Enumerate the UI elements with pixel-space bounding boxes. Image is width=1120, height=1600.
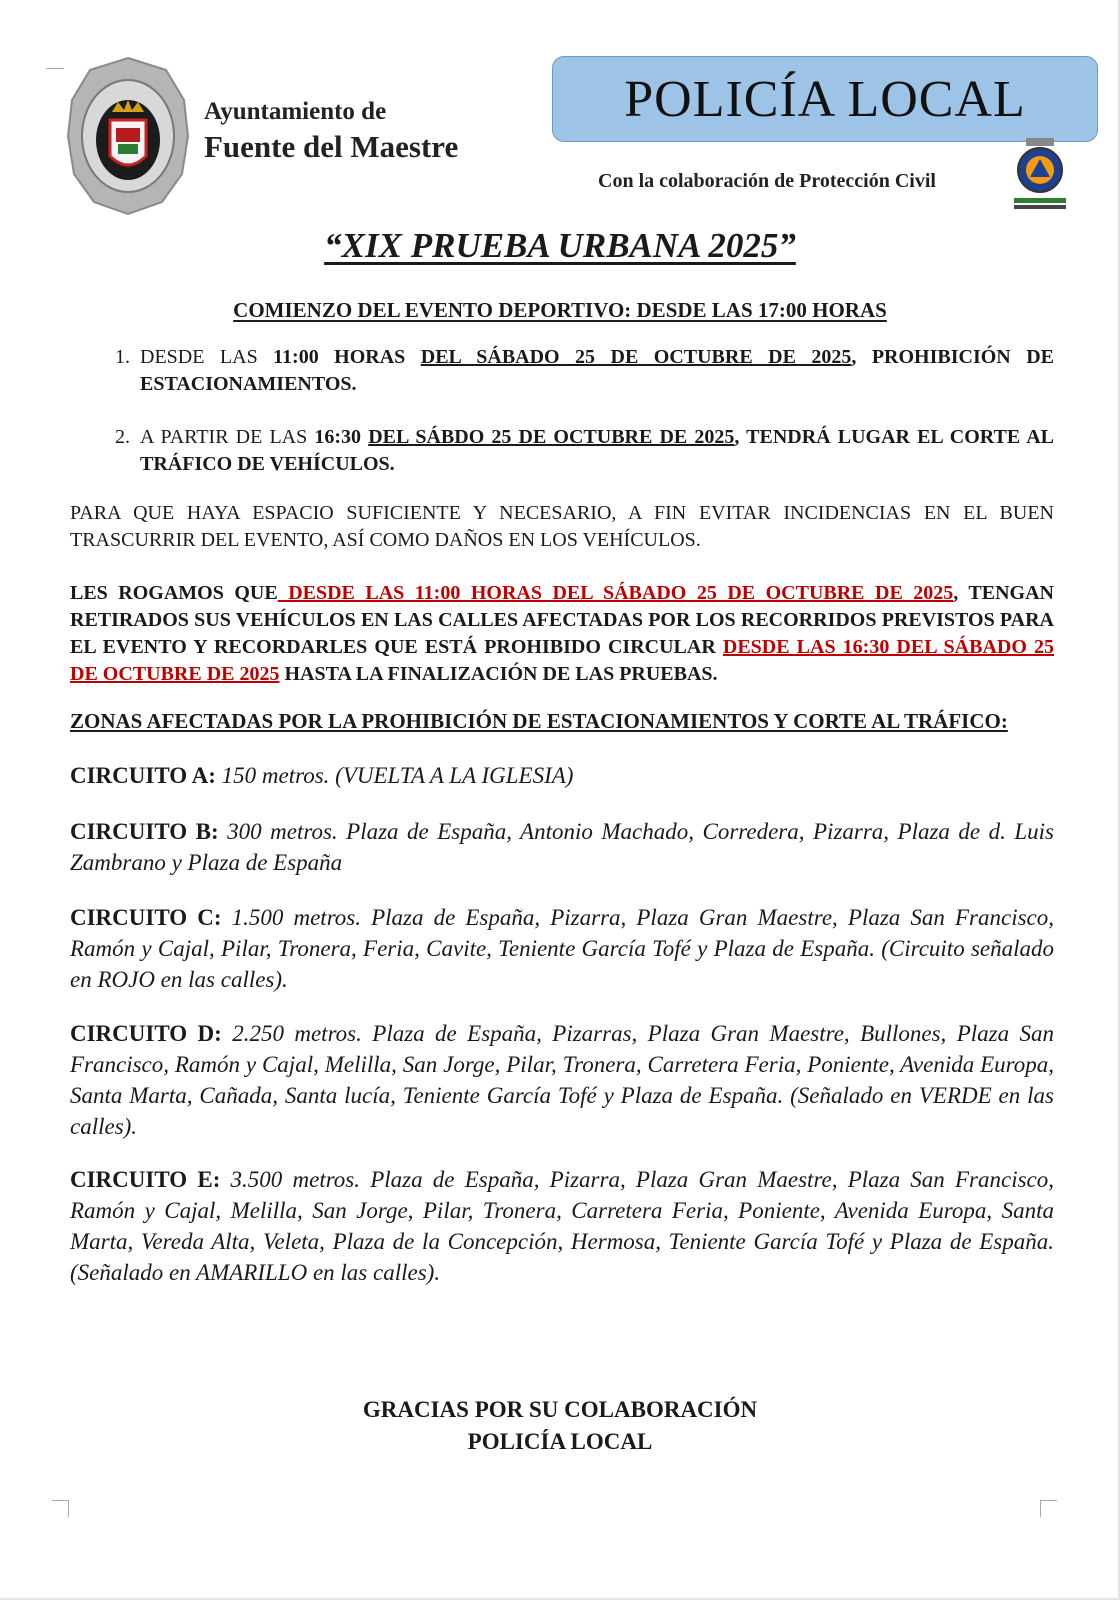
circuit-b: CIRCUITO B: 300 metros. Plaza de España, Antonio Machado, Corredera, Pizarra, Plaza de d. Luis Zambrano y Plaza de España bbox=[70, 819, 1054, 875]
thanks-line: GRACIAS POR SU COLABORACIÓN bbox=[362, 1397, 758, 1422]
list-item-text: DESDE LAS 11:00 HORAS DEL SÁBADO 25 DE OCTUBRE DE 2025, PROHIBICIÓN DE ESTACIONAMIENTOS. bbox=[140, 346, 1054, 395]
request-paragraph: LES ROGAMOS QUE DESDE LAS 11:00 HORAS DEL SÁBADO 25 DE OCTUBRE DE 2025, TENGAN RETIRADOS SUS VEHÍCULOS EN LAS CALLES AFECTADAS POR LOS RECORRIDOS PREVISTOS PARA EL EVENTO Y RECORDARLES QUE ESTÁ PROHIBIDO CIRCULAR DESDE LAS 16:30 DEL SÁBADO 25 DE OCTUBRE DE 2025 HASTA LA FINALIZACIÓN DE LAS PRUEBAS. bbox=[70, 582, 1055, 685]
event-title: “XIX PRUEBA URBANA 2025” bbox=[324, 226, 796, 265]
municipality-line2: Fuente del Maestre bbox=[204, 129, 459, 164]
signature-line: POLICÍA LOCAL bbox=[467, 1429, 653, 1454]
list-item-text: A PARTIR DE LAS 16:30 DEL SÁBDO 25 DE OCTUBRE DE 2025, TENDRÁ LUGAR EL CORTE AL TRÁFICO DE VEHÍCULOS. bbox=[140, 426, 1055, 475]
police-title-box bbox=[552, 56, 1098, 142]
page-corner-mark bbox=[1040, 1500, 1057, 1517]
collaboration-note: Con la colaboración de Protección Civil bbox=[598, 170, 936, 192]
page-corner-mark bbox=[52, 1500, 69, 1517]
zones-heading: ZONAS AFECTADAS POR LA PROHIBICIÓN DE ESTACIONAMIENTOS Y CORTE AL TRÁFICO: bbox=[70, 709, 1008, 733]
municipality-name bbox=[204, 96, 458, 166]
list-item bbox=[70, 344, 1054, 398]
list-item-number: 2. bbox=[115, 426, 130, 448]
circuit-a: CIRCUITO A: 150 metros. (VUELTA A LA IGLESIA) bbox=[70, 763, 574, 788]
event-start-time: COMIENZO DEL EVENTO DEPORTIVO: DESDE LAS 17:00 HORAS bbox=[233, 298, 887, 322]
circuit-c: CIRCUITO C: 1.500 metros. Plaza de España, Pizarra, Plaza Gran Maestre, Plaza San Francisco, Ramón y Cajal, Pilar, Tronera, Feria, Cavite, Teniente García Tofé y Plaza de España. (Circuito señalado en ROJO en las calles). bbox=[70, 905, 1054, 992]
proteccion-civil-logo bbox=[1010, 138, 1070, 216]
circuit-e: CIRCUITO E: 3.500 metros. Plaza de España, Pizarra, Plaza Gran Maestre, Plaza San Francisco, Ramón y Cajal, Melilla, San Jorge, Pilar, Tronera, Carretera Feria, Poniente, Avenida Europa, Santa Marta, Vereda Alta, Veleta, Plaza de la Concepción, Hermosa, Teniente García Tofé y Plaza de España. (Señalado en AMARILLO en las calles). bbox=[70, 1167, 1054, 1285]
closing-signature bbox=[0, 1394, 1120, 1458]
police-seal-logo bbox=[66, 56, 190, 216]
list-item-number: 1. bbox=[115, 346, 130, 368]
numbered-list bbox=[70, 344, 1054, 478]
circuit-d: CIRCUITO D: 2.250 metros. Plaza de España, Pizarras, Plaza Gran Maestre, Bullones, Plaza San Francisco, Ramón y Cajal, Melilla, San Jorge, Pilar, Tronera, Carretera Feria, Poniente, Avenida Europa, Santa Marta, Cañada, Santa lucía, Teniente García Tofé y Plaza de España. (Señalado en VERDE en las calles). bbox=[70, 1021, 1054, 1139]
police-title: POLICÍA LOCAL bbox=[624, 70, 1026, 128]
list-item bbox=[70, 424, 1054, 478]
page-corner-mark bbox=[46, 68, 64, 69]
reason-paragraph: PARA QUE HAYA ESPACIO SUFICIENTE Y NECESARIO, A FIN EVITAR INCIDENCIAS EN EL BUEN TRASCURRIR DEL EVENTO, ASÍ COMO DAÑOS EN LOS VEHÍCULOS. bbox=[70, 502, 1054, 551]
municipality-line1: Ayuntamiento de bbox=[204, 98, 387, 125]
